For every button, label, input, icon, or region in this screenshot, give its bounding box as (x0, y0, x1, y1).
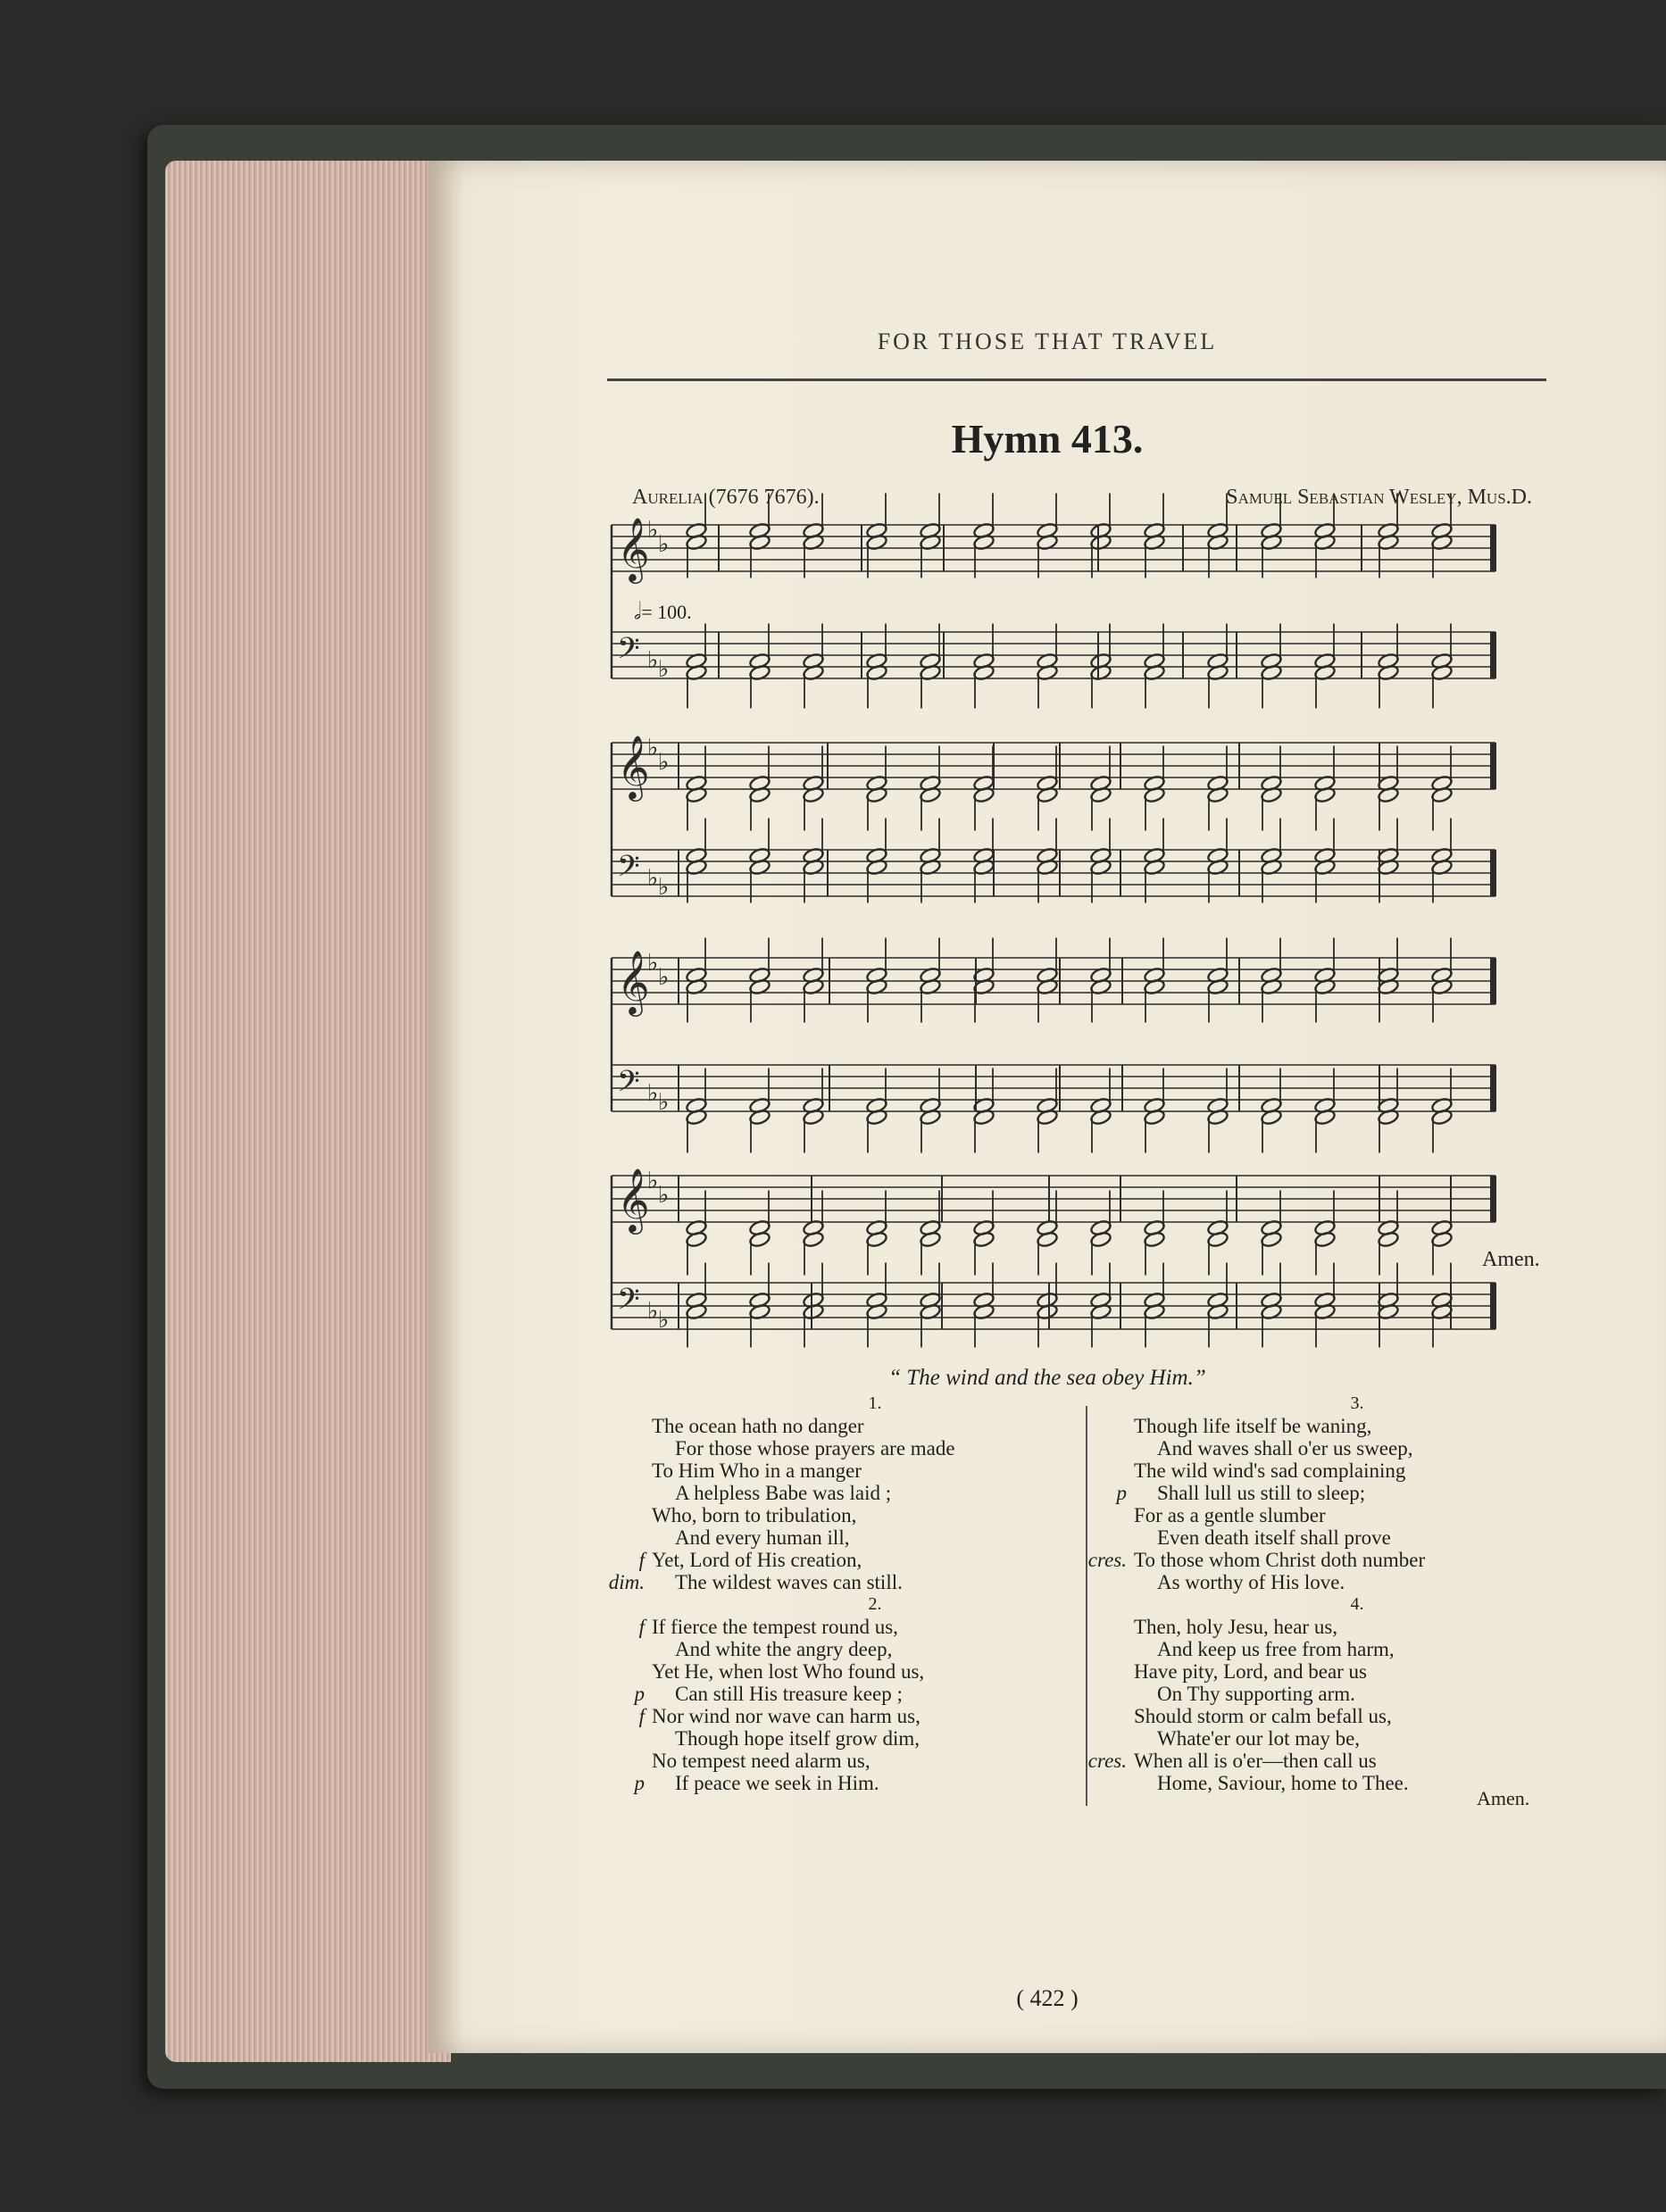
flat-sign-icon: ♭ (647, 735, 659, 761)
verse-line: The ocean hath no danger (652, 1415, 864, 1437)
bass-clef-icon: 𝄢 (617, 1065, 640, 1106)
verse-line: Nor wind nor wave can harm us, f (652, 1705, 1098, 1727)
verse-line: The wild wind's sad complaining (1134, 1459, 1406, 1482)
verse-line: Though life itself be waning, (1134, 1415, 1372, 1437)
verse-line: And keep us free from harm, (1157, 1638, 1395, 1660)
verse-4 (1087, 1593, 1580, 1794)
flat-sign-icon: ♭ (658, 749, 670, 776)
dynamic-mark: f (638, 1616, 645, 1638)
flat-sign-icon: ♭ (658, 1307, 670, 1334)
flat-sign-icon: ♭ (647, 1298, 659, 1325)
final-bar (1490, 632, 1495, 678)
running-head: FOR THOSE THAT TRAVEL (877, 328, 1218, 354)
treble-clef-icon: 𝄞 (617, 1167, 650, 1232)
treble-clef-icon: 𝄞 (617, 734, 650, 799)
verse-line: For as a gentle slumber (1134, 1504, 1326, 1526)
verse-line: If peace we seek in Him. p (652, 1772, 1098, 1794)
dynamic-mark: cres. (1087, 1750, 1127, 1772)
tempo-mark (634, 598, 692, 626)
verse-line: The wildest waves can still. dim. (652, 1571, 1098, 1593)
page-edges (165, 161, 451, 2062)
final-bar (1490, 525, 1495, 571)
epigraph: “ The wind and the sea obey Him.” (888, 1366, 1206, 1390)
verse-line: To those whom Christ doth number cres. (1134, 1549, 1580, 1571)
verse-line: Yet He, when lost Who found us, (652, 1660, 925, 1683)
verse-line: Have pity, Lord, and bear us (1134, 1660, 1368, 1683)
verse-lines (608, 1415, 1098, 1593)
flat-sign-icon: ♭ (658, 531, 670, 558)
verse-line: Should storm or calm befall us, (1134, 1705, 1392, 1727)
treble-clef-icon: 𝄞 (617, 516, 650, 581)
dynamic-mark: cres. (1087, 1549, 1127, 1571)
flat-sign-icon: ♭ (647, 517, 659, 544)
verse-line: Can still His treasure keep ; p (652, 1683, 1098, 1705)
treble-clef-icon: 𝄞 (617, 949, 650, 1014)
verse-2 (634, 1593, 1098, 1794)
final-bar (1490, 850, 1495, 896)
verse-line: Who, born to tribulation, (652, 1504, 857, 1526)
bass-clef-icon: 𝄢 (617, 1283, 640, 1324)
flat-sign-icon: ♭ (658, 874, 670, 901)
final-bar (1490, 1176, 1495, 1222)
final-bar (1490, 1283, 1495, 1329)
verse-line: Though hope itself grow dim, (675, 1727, 920, 1750)
music-score (429, 161, 1666, 1357)
verse-1 (608, 1393, 1098, 1593)
dynamic-mark: p (634, 1772, 645, 1794)
verse-line: A helpless Babe was laid ; (675, 1482, 892, 1504)
amen-end: Amen. (1477, 1787, 1530, 1809)
verse-lines (1087, 1415, 1580, 1593)
verse-3 (1087, 1393, 1580, 1593)
flat-sign-icon: ♭ (647, 865, 659, 892)
flat-sign-icon: ♭ (658, 656, 670, 683)
hymn-title: Hymn 413. (951, 416, 1144, 462)
verse-line: When all is o'er—then call us cres. (1134, 1750, 1580, 1772)
flat-sign-icon: ♭ (647, 647, 659, 674)
verse-line: Even death itself shall prove (1157, 1526, 1391, 1549)
amen-label: Amen. (1482, 1248, 1540, 1271)
verse-lines (1087, 1616, 1580, 1794)
final-bar (1490, 958, 1495, 1004)
verse-line: And waves shall o'er us sweep, (1157, 1437, 1413, 1459)
verse-line: Yet, Lord of His creation, f (652, 1549, 1098, 1571)
dynamic-mark: dim. (608, 1571, 645, 1593)
dynamic-mark: f (638, 1705, 645, 1727)
verse-line: And every human ill, (675, 1526, 850, 1549)
flat-sign-icon: ♭ (658, 1182, 670, 1209)
bass-clef-icon: 𝄢 (617, 632, 640, 673)
verse-line: Then, holy Jesu, hear us, (1134, 1616, 1338, 1638)
verse-line: On Thy supporting arm. (1157, 1683, 1355, 1705)
book-page (429, 161, 1666, 2053)
verse-line: For those whose prayers are made (675, 1437, 955, 1459)
flat-sign-icon: ♭ (647, 1080, 659, 1107)
verse-line: To Him Who in a manger (652, 1459, 862, 1482)
verse-line: And white the angry deep, (675, 1638, 893, 1660)
flat-sign-icon: ♭ (658, 1089, 670, 1116)
composer-name: Samuel Sebastian Wesley, Mus.D. (1226, 486, 1532, 509)
verse-line: As worthy of His love. (1157, 1571, 1345, 1593)
final-bar (1490, 743, 1495, 789)
final-bar (1490, 1065, 1495, 1111)
tempo-text: = 100. (641, 601, 692, 623)
bass-clef-icon: 𝄢 (617, 850, 640, 891)
verse-number: 4. (1350, 1594, 1364, 1614)
verse-line: No tempest need alarm us, (652, 1750, 870, 1772)
verse-number: 3. (1350, 1393, 1364, 1413)
verses (608, 1393, 1571, 1928)
verse-line: Whate'er our lot may be, (1157, 1727, 1361, 1750)
verse-line: Home, Saviour, home to Thee. (1157, 1772, 1409, 1794)
verse-lines (634, 1616, 1098, 1794)
flat-sign-icon: ♭ (647, 1168, 659, 1194)
dynamic-mark: p (1116, 1482, 1127, 1504)
page-number: ( 422 ) (1016, 1985, 1079, 2011)
dynamic-mark: f (638, 1549, 645, 1571)
tune-name: Aurelia (7676 7676). (632, 486, 820, 509)
dynamic-mark: p (634, 1683, 645, 1705)
verse-number: 1. (868, 1393, 882, 1413)
half-note-icon: 𝅗𝅥 (634, 598, 642, 624)
flat-sign-icon: ♭ (647, 950, 659, 977)
flat-sign-icon: ♭ (658, 964, 670, 991)
verse-line: Shall lull us still to sleep; p (1134, 1482, 1580, 1504)
verse-number: 2. (868, 1594, 882, 1614)
verse-line: If fierce the tempest round us, f (652, 1616, 1098, 1638)
